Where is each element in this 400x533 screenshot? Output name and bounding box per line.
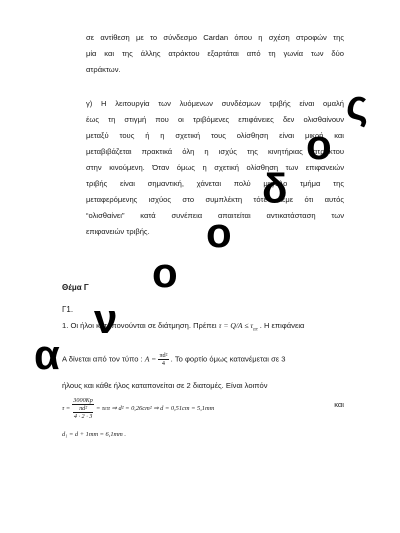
text-line: ατράκτων. bbox=[86, 65, 121, 74]
fraction-denominator bbox=[72, 405, 95, 420]
tau-symbol: τ = bbox=[62, 404, 71, 412]
solution-equation bbox=[62, 397, 214, 420]
inner-fraction bbox=[73, 405, 94, 420]
text-line: μεταβιβάζεται πρακτικά όλη η ισχύς της κινητήριας ατράκτου bbox=[86, 147, 344, 156]
solution-text: 1. Οι ήλοι καταπονούνται σε διάτμηση. Πρέπει bbox=[62, 321, 217, 330]
solution-text: . Η επιφάνεια bbox=[259, 321, 305, 330]
paragraph-cardan bbox=[86, 30, 344, 78]
area-formula-lhs: A = bbox=[144, 354, 157, 364]
conjunction-text: και bbox=[334, 400, 344, 409]
watermark-letter: ο bbox=[306, 121, 332, 168]
subsection-heading: Γ1. bbox=[62, 305, 74, 314]
fraction-numerator: 3000Kp bbox=[73, 397, 93, 404]
text-line: τριβής είναι σημαντική, χάνεται πολύ μεγάλο τμήμα της bbox=[86, 179, 344, 188]
inner-denominator: 4 · 2 · 3 bbox=[73, 413, 93, 420]
solution-result: d₁ = d + 1mm = 6,1mm . bbox=[62, 431, 126, 438]
watermark-letter: ν bbox=[94, 295, 118, 342]
fraction-denominator: 4 bbox=[161, 360, 166, 367]
text-line: έως τη στιγμή που οι τριβόμενες επιφάνειες δεν ολισθαίνουν bbox=[86, 115, 344, 124]
solution-text: Α δίνεται από τον τύπο : bbox=[62, 354, 143, 364]
text-line: μία και της άλλης ατράκτου εξαρτάται από τη γωνία των δύο bbox=[86, 49, 344, 58]
shear-formula: τ = Q/A ≤ τ bbox=[218, 321, 254, 330]
text-line: επιφανειών τριβής. bbox=[86, 227, 150, 236]
text-line: σε αντίθεση με το σύνδεσμο Cardan όπου η σχέση στροφών της bbox=[86, 33, 344, 42]
watermark-letter: ο bbox=[206, 209, 232, 256]
watermark-letter: ο bbox=[152, 249, 178, 296]
text-line: μεταξύ τους ή η σχετική τους ολίσθηση είναι μικρή και bbox=[86, 131, 344, 140]
solution-line-2 bbox=[62, 352, 344, 367]
watermark-letter: δ bbox=[262, 165, 288, 212]
inner-numerator: πd² bbox=[73, 405, 94, 413]
formula-subscript: επ bbox=[253, 327, 258, 333]
text-line: “ολισθαίνει” κατά συνέπεια απαιτείται αντικατάσταση των bbox=[86, 211, 344, 220]
watermark-letter: α bbox=[34, 331, 60, 378]
watermark-letter: ς bbox=[346, 81, 368, 128]
equation-chain: = τεπ ⇒ d² = 0,26cm² ⇒ d = 0,51cm = 5,1mm bbox=[95, 404, 215, 412]
solution-line-3: ήλους και κάθε ήλος καταπονείται σε 2 διατομές. Είναι λοιπόν bbox=[62, 381, 268, 390]
section-heading: Θέμα Γ bbox=[62, 283, 89, 292]
solution-text: . Το φορτίο όμως κατανέμεται σε 3 bbox=[170, 354, 286, 364]
stress-fraction bbox=[72, 397, 95, 420]
text-line: στην κινούμενη. Όταν όμως η σχετική ολίσθηση των επιφανειών bbox=[86, 163, 344, 172]
fraction-numerator: πd² bbox=[159, 352, 168, 359]
area-fraction bbox=[158, 352, 168, 367]
text-line: γ) Η λειτουργία των λυόμενων συνδέσμων τριβής είναι ομαλή bbox=[86, 99, 344, 108]
text-line: μεταφερόμενης ισχύος στο συμπλέκτη τότε λέμε ότι αυτός bbox=[86, 195, 344, 204]
